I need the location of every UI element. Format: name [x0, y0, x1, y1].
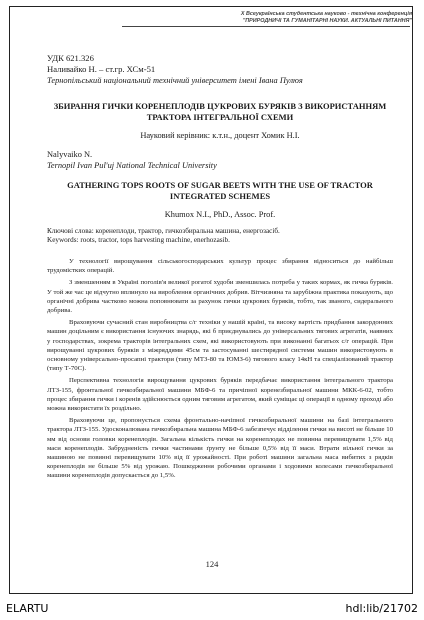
udc-code: УДК 621.326: [47, 53, 94, 63]
advisor-ukrainian: Науковий керівник: к.т.н., доцент Хомик Н.І.: [140, 131, 300, 140]
header-rule: [122, 26, 410, 27]
keywords-ukrainian: Ключові слова: коренеплоди, трактор, гичкозбиральна машина, енергозасіб.: [47, 227, 280, 235]
affiliation-english: Ternopil Ivan Pul'uj National Technical University: [47, 161, 217, 170]
paragraph: Враховуючи сучасний стан виробництва с/г техніки у нашій країні, та високу вартість придбання закордонних машин доцільним є використання існуючих знарядь, які б приєднувались до універсальних тягових агрегатів, наявних у господарствах, зокрема тракторів інтегральних схем, які використовують при виконанні багатьох с/г операцій. При вирощуванні цукрових буряків з міжряддями 45см та застосуванні шестирядної системи машин використовують в основному універсально-просапні трактори (типу МТЗ-80 та ЮМЗ-6) тягового класу 14кН та спеціалізований трактор (типу Т-70С).: [47, 319, 393, 373]
paragraph: У технології вирощування сільськогосподарських культур процес збирання відноситься до найбільш трудомістких операцій.: [47, 258, 393, 275]
title-english: GATHERING TOPS ROOTS OF SUGAR BEETS WITH THE USE OF TRACTOR INTEGRATED SCHEMES: [67, 180, 373, 201]
keywords-english: Keywords: roots, tractor, tops harvesting machine, enerhozasib.: [47, 236, 230, 244]
paragraph: Перспективна технологія вирощування цукрових буряків передбачає використання інтегрального трактора ЛТЗ-155, фронтальної гичкозбиральної машини МБФ-6 та причіпної коренезбиральної машини МКК-6-02, тобто процес збирання гички і коренів здійснюється одним тяговим агрегатом, який суміщає ці операції в одному проході або можна використати їх роздільно.: [47, 377, 393, 413]
repository-footer: [0, 600, 424, 620]
repository-name: ELARTU: [6, 602, 49, 615]
main-text: [47, 257, 393, 481]
page-number: 124: [205, 559, 219, 569]
paragraph: Враховуючи це, пропонується схема фронтально-начіпної гичкозбиральної машини на базі інтегрального трактора ЛТЗ-155. Удосконалювана гичкозбиральна машина МБФ-6 забезпечує відділення гички на висоті не більше 10 мм від основи головки коренеплодів. Загальна кількість гички на коренеплодах не повинна перевищувати 1,5% від маси коренеплодів. Забрудненість гички частинами ґрунту не більше 0,5% від її маси. Втрати вільної гички за машиною не повинні перевищувати 10% від її урожайності. При роботі машини загальна маса вибитих з рядків коренеплодів не більше 5% від урожаю. Пошкодження робочими органами і ходовими колесами гичкозбиральної машини коренеплодів допускається до 1,5%.: [47, 417, 393, 480]
title-ukrainian: ЗБИРАННЯ ГИЧКИ КОРЕНЕПЛОДІВ ЦУКРОВИХ БУРЯКІВ З ВИКОРИСТАННЯМ ТРАКТОРА ІНТЕГРАЛЬНОЇ СХЕМИ: [53, 101, 387, 122]
handle-identifier: hdl:lib/21702: [345, 602, 418, 615]
conference-header: [122, 11, 416, 24]
keywords-block: [47, 227, 393, 245]
author-ukrainian: Наливайко Н. – ст.гр. ХСм-51: [47, 64, 156, 74]
advisor-english: Khumox N.I., PhD., Assoc. Prof.: [164, 210, 276, 219]
paragraph: З зменшенням в Україні поголів'я великої рогатої худоби зменшилась потреба у таких кормах, як гичка буряків. У той же час це відчутно вплинуло на вироблення органічних добрив. Вітчизняна та зарубіжна практика показують, що органічні добрива частково можна поповнювати за рахунок гички цукрових буряків, тобто, так званого, сидерального добрива.: [47, 279, 393, 315]
affiliation-ukrainian: Тернопільський національний технічний університет імені Івана Пулюя: [47, 76, 303, 85]
author-english: Nalyvaiko N.: [47, 150, 93, 159]
document-page: [9, 6, 413, 594]
article-body: [47, 53, 393, 484]
conference-line-2: "ПРИРОДНИЧІ ТА ГУМАНІТАРНІ НАУКИ. АКТУАЛЬНІ ПИТАННЯ": [242, 17, 412, 24]
conference-line-1: X Всеукраїнська студентська науково - технічна конференція: [240, 11, 412, 17]
